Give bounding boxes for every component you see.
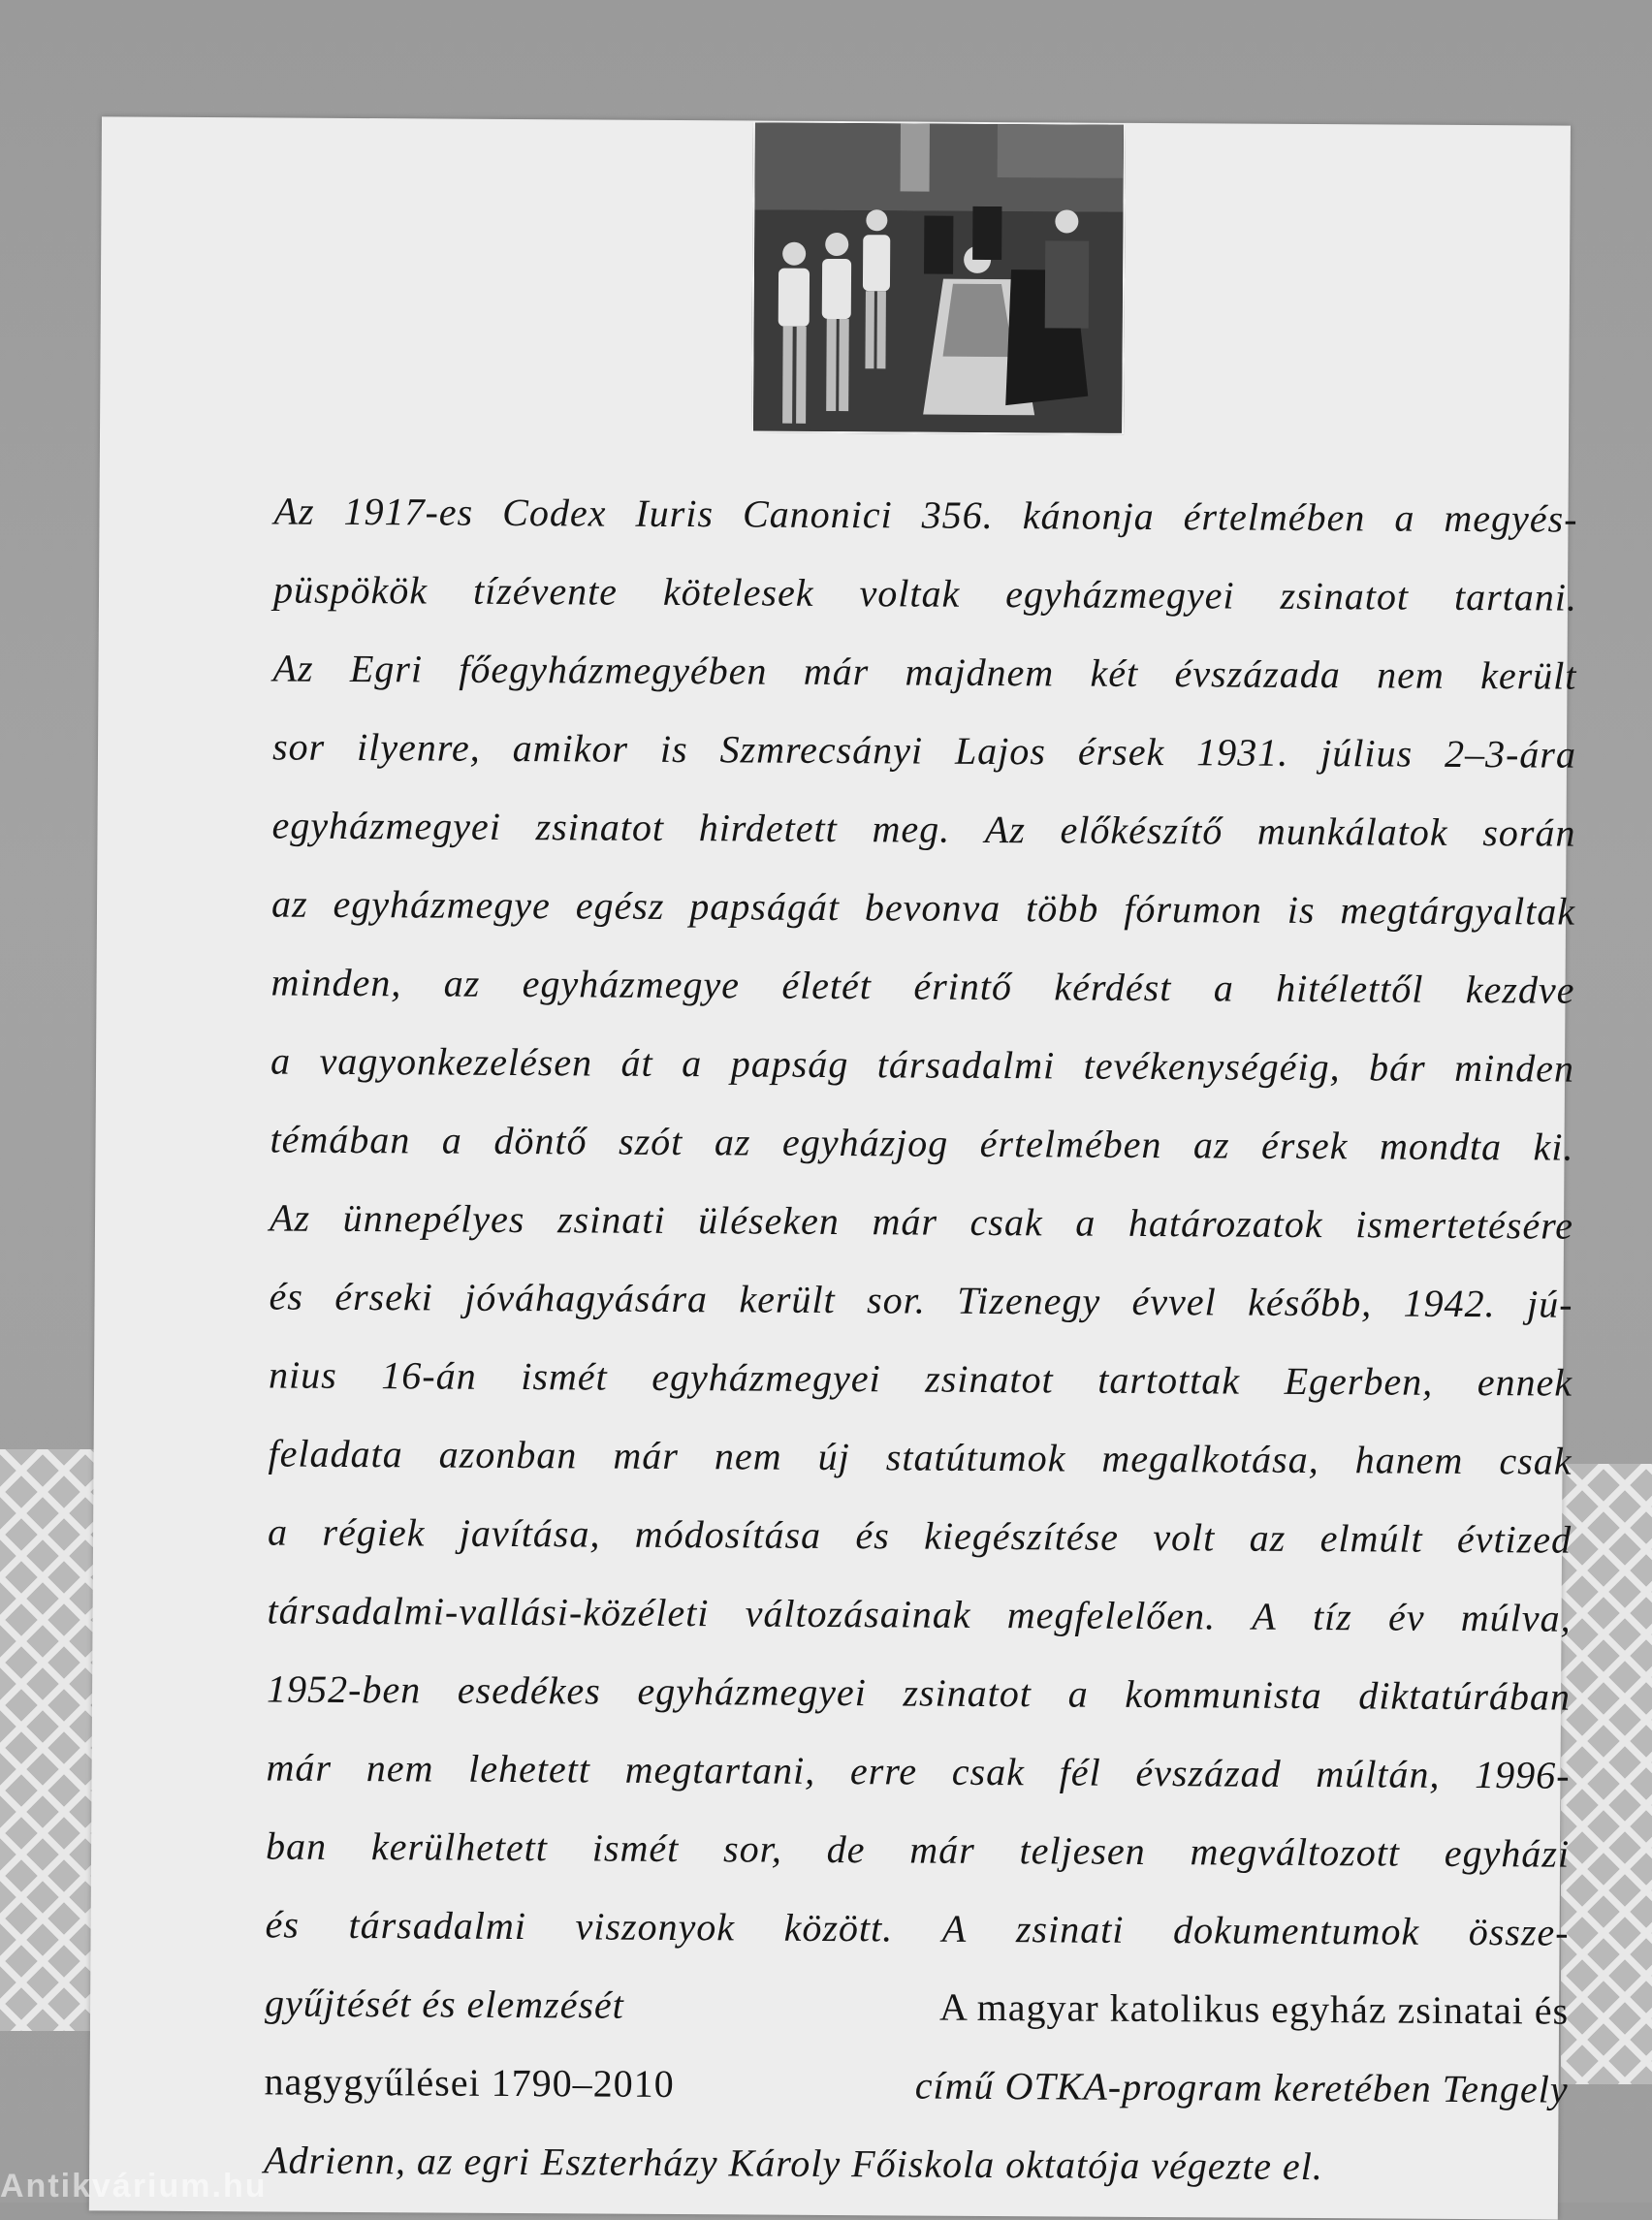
word: munkálatok: [1256, 809, 1448, 854]
word: évtized: [1456, 1516, 1573, 1562]
word: zsinati: [1015, 1907, 1125, 1951]
word: módosítása: [634, 1511, 822, 1557]
word: került: [739, 1277, 836, 1322]
word: a: [1067, 1671, 1089, 1716]
word: Az: [273, 489, 315, 533]
word: minden: [1454, 1045, 1575, 1091]
text-line: [272, 707, 1576, 793]
text-line: [267, 1570, 1571, 1657]
word: ismertetésére: [1355, 1202, 1574, 1248]
word: kerülhetett: [370, 1824, 549, 1870]
word: jóváhagyására: [464, 1275, 709, 1321]
text-line: [268, 1492, 1572, 1578]
word: Tizenegy: [957, 1278, 1101, 1323]
word: de: [826, 1826, 866, 1872]
word: egész: [575, 883, 665, 928]
word: vagyonkezelésen: [319, 1038, 593, 1085]
word: amikor: [512, 725, 629, 771]
text-line: [264, 2042, 1568, 2128]
word: majdnem: [905, 650, 1055, 695]
word: az: [714, 1120, 751, 1164]
word: ismét: [521, 1354, 608, 1399]
word: voltak: [859, 571, 961, 616]
word: témában: [270, 1117, 411, 1162]
word: papságát: [689, 884, 841, 930]
word: Iuris: [635, 491, 715, 536]
word: sor.: [866, 1278, 926, 1322]
word: dokumentumok: [1172, 1908, 1420, 1953]
word: ban: [265, 1824, 328, 1868]
word: új: [817, 1434, 850, 1479]
word: nem: [1377, 652, 1445, 697]
word: is: [659, 726, 688, 772]
word: a: [1213, 966, 1234, 1010]
word: jú-: [1526, 1282, 1573, 1326]
word: egyházi: [1444, 1830, 1571, 1876]
word: 356.: [921, 492, 994, 537]
word: ennek: [1477, 1360, 1573, 1405]
text-line: [271, 864, 1575, 950]
word: megváltozott: [1190, 1829, 1401, 1875]
word: kötelesek: [662, 569, 814, 615]
word: múlva,: [1460, 1595, 1572, 1640]
word: egyházmegyei: [271, 803, 502, 848]
word: bár: [1368, 1045, 1426, 1090]
word: zsinatot: [925, 1356, 1054, 1402]
word: a: [682, 1041, 703, 1086]
italic-phrase: című OTKA-program keretében Tengely: [914, 2063, 1569, 2111]
final-sentence: Adrienn, az egri Eszterházy Károly Főiskola oktatója végezte el.: [264, 2138, 1323, 2189]
word: egyházjog: [781, 1120, 949, 1165]
word: ismét: [591, 1825, 680, 1871]
decorative-pattern-left: [0, 1449, 105, 2031]
word: megtartani,: [624, 1747, 816, 1792]
word: hirdetett: [698, 806, 838, 851]
word: évszázad: [1135, 1750, 1282, 1795]
text-line: [265, 1885, 1569, 1971]
word: fél: [1059, 1750, 1101, 1794]
book-title-phrase: nagygyűlései 1790–2010: [264, 2059, 675, 2107]
text-line: [273, 471, 1577, 557]
word: azonban: [438, 1432, 578, 1477]
word: A: [941, 1906, 968, 1950]
word: tartottak: [1097, 1357, 1241, 1403]
word: július: [1320, 731, 1414, 776]
word: csak: [969, 1199, 1043, 1245]
decorative-pattern-right: [1561, 1464, 1652, 2084]
word: erre: [849, 1749, 918, 1793]
word: nem: [714, 1434, 782, 1478]
word: már: [266, 1745, 333, 1790]
word: feladata: [268, 1431, 403, 1476]
word: az: [1249, 1515, 1287, 1560]
text-line: [270, 1178, 1573, 1264]
word: zsinati: [556, 1197, 666, 1242]
word: évvel: [1131, 1279, 1217, 1324]
word: változásainak: [745, 1591, 971, 1636]
word: Canonici: [742, 492, 893, 537]
word: Az: [984, 807, 1027, 852]
word: volt: [1153, 1515, 1216, 1560]
word: javítása,: [459, 1510, 601, 1556]
text-line: [269, 1335, 1573, 1421]
word: csak: [1499, 1439, 1573, 1483]
word: és: [855, 1513, 890, 1558]
word: hanem: [1354, 1438, 1464, 1482]
word: egyházmegye: [333, 881, 551, 928]
word: kezdve: [1465, 967, 1575, 1012]
word: össze-: [1468, 1910, 1570, 1954]
word: 2–3-ára: [1444, 731, 1577, 777]
photo-illustration: [753, 122, 1124, 432]
word: sor,: [722, 1826, 782, 1871]
word: a: [270, 1038, 292, 1083]
word: egyházmegyei: [637, 1668, 867, 1715]
word: lehetett: [468, 1746, 591, 1792]
word: nius: [268, 1352, 337, 1397]
word: az: [443, 961, 481, 1005]
watermark: Antikvárium.hu: [0, 2170, 268, 2203]
word: 1917-es: [343, 489, 474, 534]
word: tevékenységéig,: [1083, 1043, 1341, 1090]
book-title-phrase: A magyar katolikus egyház zsinatai és: [938, 1984, 1570, 2033]
word: az: [1192, 1123, 1230, 1167]
archival-photo: [751, 120, 1126, 434]
word: kánonja: [1022, 493, 1155, 539]
word: megtárgyaltak: [1340, 888, 1576, 934]
word: egyházmegyei: [651, 1354, 881, 1401]
word: meg.: [872, 807, 951, 851]
text-line: [265, 1963, 1569, 2049]
word: életét: [781, 963, 873, 1008]
word: nem: [365, 1746, 434, 1791]
text-line: [270, 1021, 1574, 1107]
word: évszázada: [1174, 651, 1341, 697]
text-line: [266, 1728, 1570, 1814]
word: előkészítő: [1060, 808, 1223, 853]
word: a: [1075, 1200, 1096, 1245]
word: két: [1090, 650, 1139, 695]
word: érsek: [1260, 1123, 1349, 1168]
word: A: [1252, 1594, 1277, 1638]
word: egyházmegyei: [1005, 572, 1235, 618]
description-text: [264, 471, 1578, 2206]
word: 1931.: [1196, 730, 1289, 775]
word: zsinatot: [903, 1670, 1032, 1716]
word: társadalmi: [348, 1902, 527, 1949]
word: ünnepélyes: [342, 1195, 525, 1242]
word: statútumok: [885, 1435, 1066, 1480]
word: minden,: [270, 960, 402, 1005]
word: érintő: [913, 964, 1013, 1009]
word: értelmében: [979, 1121, 1162, 1167]
word: a: [441, 1118, 463, 1162]
text-line: [264, 2120, 1568, 2206]
word: került: [1480, 653, 1577, 698]
word: sor: [271, 724, 326, 769]
word: 16-án: [381, 1353, 477, 1398]
word: elmúlt: [1319, 1516, 1423, 1561]
word: teljesen: [1019, 1828, 1146, 1873]
word: több: [1026, 886, 1099, 931]
word: püspökök: [272, 567, 429, 613]
word: 1942.: [1403, 1281, 1496, 1326]
word: hitélettől: [1276, 966, 1424, 1011]
word: régiek: [322, 1509, 426, 1555]
word: Az: [272, 646, 314, 690]
word: 1996-: [1475, 1753, 1571, 1797]
word: fórumon: [1124, 886, 1263, 932]
word: tíz: [1312, 1595, 1352, 1639]
word: papság: [730, 1041, 849, 1087]
text-line: [269, 1256, 1573, 1343]
word: év: [1387, 1595, 1425, 1639]
word: ki.: [1533, 1125, 1574, 1169]
word: társadalmi: [876, 1042, 1056, 1088]
word: később,: [1248, 1280, 1373, 1325]
word: múltán,: [1316, 1752, 1441, 1796]
text-line: [270, 1099, 1573, 1186]
word: tartani.: [1453, 574, 1578, 619]
word: már: [909, 1827, 975, 1872]
word: üléseken: [698, 1198, 841, 1244]
word: kiegészítése: [924, 1513, 1120, 1559]
word: 1952-ben: [266, 1666, 422, 1712]
text-line: [266, 1806, 1570, 1892]
word: megyés-: [1444, 495, 1578, 541]
word: kommunista: [1125, 1671, 1322, 1718]
text-line: [267, 1649, 1571, 1735]
word: döntő: [493, 1118, 588, 1163]
word: főegyházmegyében: [459, 647, 768, 693]
word: az: [270, 881, 308, 926]
word: között.: [783, 1905, 894, 1950]
italic-phrase: gyűjtését és elemzését: [264, 1981, 625, 2027]
word: zsinatot: [1280, 573, 1410, 618]
word: és: [265, 1902, 301, 1947]
text-line: [271, 785, 1575, 872]
word: szót: [618, 1119, 683, 1164]
word: Egerben,: [1284, 1358, 1434, 1404]
book-back-cover: [89, 116, 1578, 2219]
word: mondta: [1379, 1124, 1503, 1169]
word: Lajos: [954, 728, 1047, 774]
word: át: [620, 1040, 653, 1085]
word: a: [1394, 495, 1415, 540]
word: során: [1482, 810, 1576, 855]
word: a: [267, 1509, 289, 1554]
text-line: [272, 628, 1576, 714]
text-line: [268, 1413, 1572, 1500]
word: zsinatot: [535, 805, 665, 849]
word: egyházmegye: [522, 962, 741, 1007]
word: érseki: [334, 1274, 433, 1319]
word: megalkotása,: [1101, 1436, 1319, 1482]
word: már: [613, 1433, 680, 1478]
word: Codex: [502, 490, 607, 535]
word: érsek: [1077, 729, 1165, 775]
word: már: [803, 649, 870, 694]
word: bevonva: [864, 885, 1001, 931]
word: már: [872, 1199, 938, 1244]
word: esedékes: [457, 1667, 601, 1713]
text-line: [270, 942, 1574, 1029]
word: társadalmi-vallási-közéleti: [267, 1588, 710, 1635]
text-line: [273, 550, 1577, 636]
word: és: [269, 1274, 304, 1318]
word: is: [1287, 887, 1316, 933]
word: Szmrecsányi: [719, 727, 924, 773]
word: értelmében: [1183, 494, 1366, 540]
word: tízévente: [472, 568, 619, 614]
word: diktatúrában: [1358, 1673, 1572, 1719]
word: Az: [269, 1195, 311, 1240]
word: Egri: [349, 646, 424, 691]
word: határozatok: [1128, 1200, 1323, 1247]
word: csak: [951, 1749, 1026, 1794]
word: ilyenre,: [357, 724, 481, 770]
word: viszonyok: [575, 1904, 736, 1950]
word: megfelelően.: [1006, 1593, 1217, 1638]
word: kérdést: [1054, 965, 1172, 1010]
